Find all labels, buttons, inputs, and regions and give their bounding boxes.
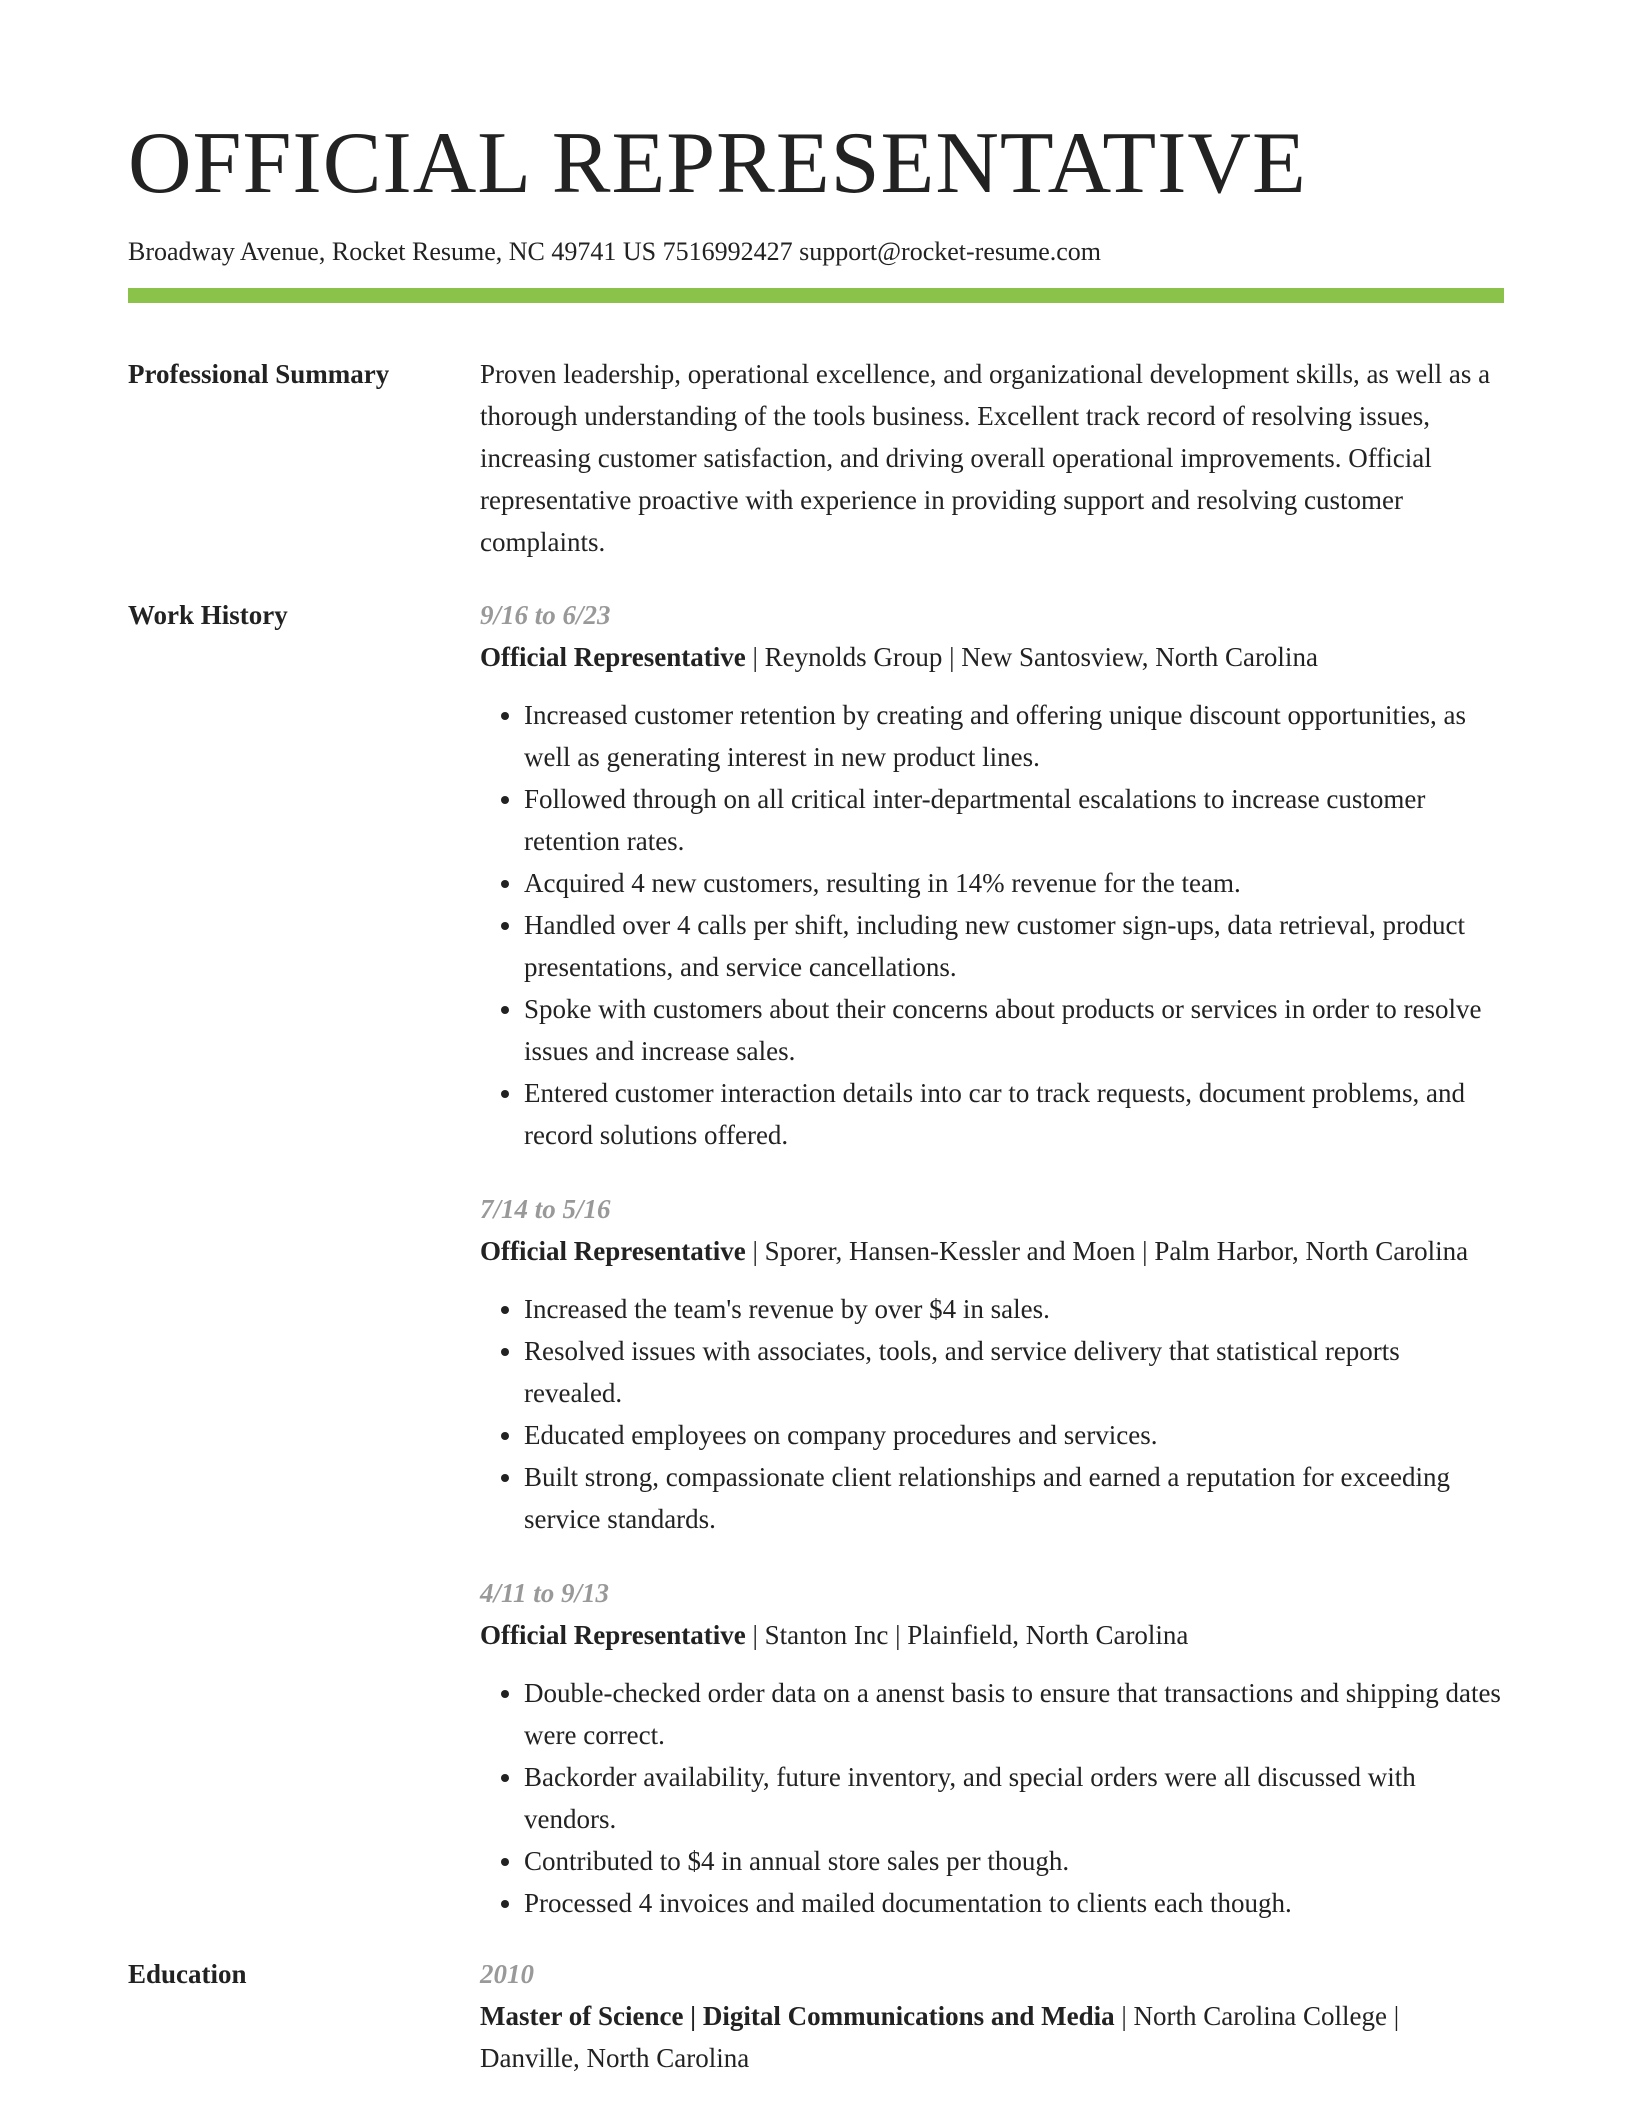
- job-bullet: • Double-checked order data on a anenst basis to ensure that transactions and shipping dates were correct.: [524, 1672, 1504, 1756]
- job-bullet: • Followed through on all critical inter-departmental escalations to increase customer retention rates.: [524, 778, 1504, 862]
- job-entry: [480, 594, 1504, 1156]
- job-dates: 4/11 to 9/13: [480, 1577, 610, 1608]
- education-heading: Education: [128, 1958, 247, 1989]
- job-details: | Sporer, Hansen-Kessler and Moen | Palm Harbor, North Carolina: [745, 1235, 1469, 1266]
- job-details: | Reynolds Group | New Santosview, North Carolina: [745, 641, 1318, 672]
- job-title: Official Representative: [480, 641, 746, 672]
- education-degree: Master of Science | Digital Communications and Media: [480, 2000, 1115, 2031]
- work-history-body: [480, 594, 1504, 1924]
- job-entry: [480, 1188, 1504, 1540]
- job-bullet: • Increased customer retention by creating and offering unique discount opportunities, as well as generating interest in new product lines.: [524, 694, 1504, 778]
- job-bullet: • Acquired 4 new customers, resulting in 14% revenue for the team.: [524, 862, 1504, 904]
- job-role-line: [480, 636, 1504, 678]
- job-bullet: • Backorder availability, future inventory, and special orders were all discussed with vendors.: [524, 1756, 1504, 1840]
- professional-summary-text: Proven leadership, operational excellence, and organizational development skills, as well as a thorough understanding of the tools business. Excellent track record of resolving issues, increasing customer satisfaction, and driving overall operational improvements. Official representative proactive with experience in providing support and resolving customer complaints.: [480, 358, 1491, 557]
- job-role-line: [480, 1614, 1504, 1656]
- education-line: [480, 1995, 1504, 2079]
- job-bullet: • Educated employees on company procedures and services.: [524, 1414, 1504, 1456]
- job-bullet: • Contributed to $4 in annual store sales per though.: [524, 1840, 1504, 1882]
- job-details: | Stanton Inc | Plainfield, North Carolina: [745, 1619, 1189, 1650]
- job-title: Official Representative: [480, 1235, 746, 1266]
- work-history-heading: Work History: [128, 599, 288, 630]
- job-role-line: [480, 1230, 1504, 1272]
- education-section: [128, 1953, 1504, 2079]
- education-year: 2010: [480, 1958, 534, 1989]
- job-bullets: [480, 1288, 1504, 1540]
- work-history-section: [128, 594, 1504, 1924]
- job-bullet: • Built strong, compassionate client relationships and earned a reputation for exceeding service standards.: [524, 1456, 1504, 1540]
- education-body: [480, 1953, 1504, 2079]
- resume-name: OFFICIAL REPRESENTATIVE: [128, 115, 1307, 212]
- job-bullet: • Entered customer interaction details into car to track requests, document problems, and record solutions offered.: [524, 1072, 1504, 1156]
- professional-summary-body: [480, 353, 1504, 563]
- job-bullet: • Handled over 4 calls per shift, including new customer sign-ups, data retrieval, product presentations, and service cancellations.: [524, 904, 1504, 988]
- job-bullet: • Resolved issues with associates, tools, and service delivery that statistical reports revealed.: [524, 1330, 1504, 1414]
- job-bullet: • Spoke with customers about their concerns about products or services in order to resolve issues and increase sales.: [524, 988, 1504, 1072]
- professional-summary-heading: Professional Summary: [128, 358, 390, 389]
- education-details: | North Carolina College | Danville, North Carolina: [480, 2000, 1400, 2073]
- job-title: Official Representative: [480, 1619, 746, 1650]
- header-accent-bar: [128, 288, 1504, 303]
- job-bullet: • Increased the team's revenue by over $4 in sales.: [524, 1288, 1504, 1330]
- job-entry: [480, 1572, 1504, 1924]
- job-bullet: • Processed 4 invoices and mailed documentation to clients each though.: [524, 1882, 1504, 1924]
- job-dates: 9/16 to 6/23: [480, 599, 611, 630]
- professional-summary-section: [128, 353, 1504, 563]
- job-dates: 7/14 to 5/16: [480, 1193, 611, 1224]
- contact-info: Broadway Avenue, Rocket Resume, NC 49741 US 7516992427 support@rocket-resume.com: [128, 237, 1102, 267]
- job-bullets: [480, 694, 1504, 1156]
- job-bullets: [480, 1672, 1504, 1924]
